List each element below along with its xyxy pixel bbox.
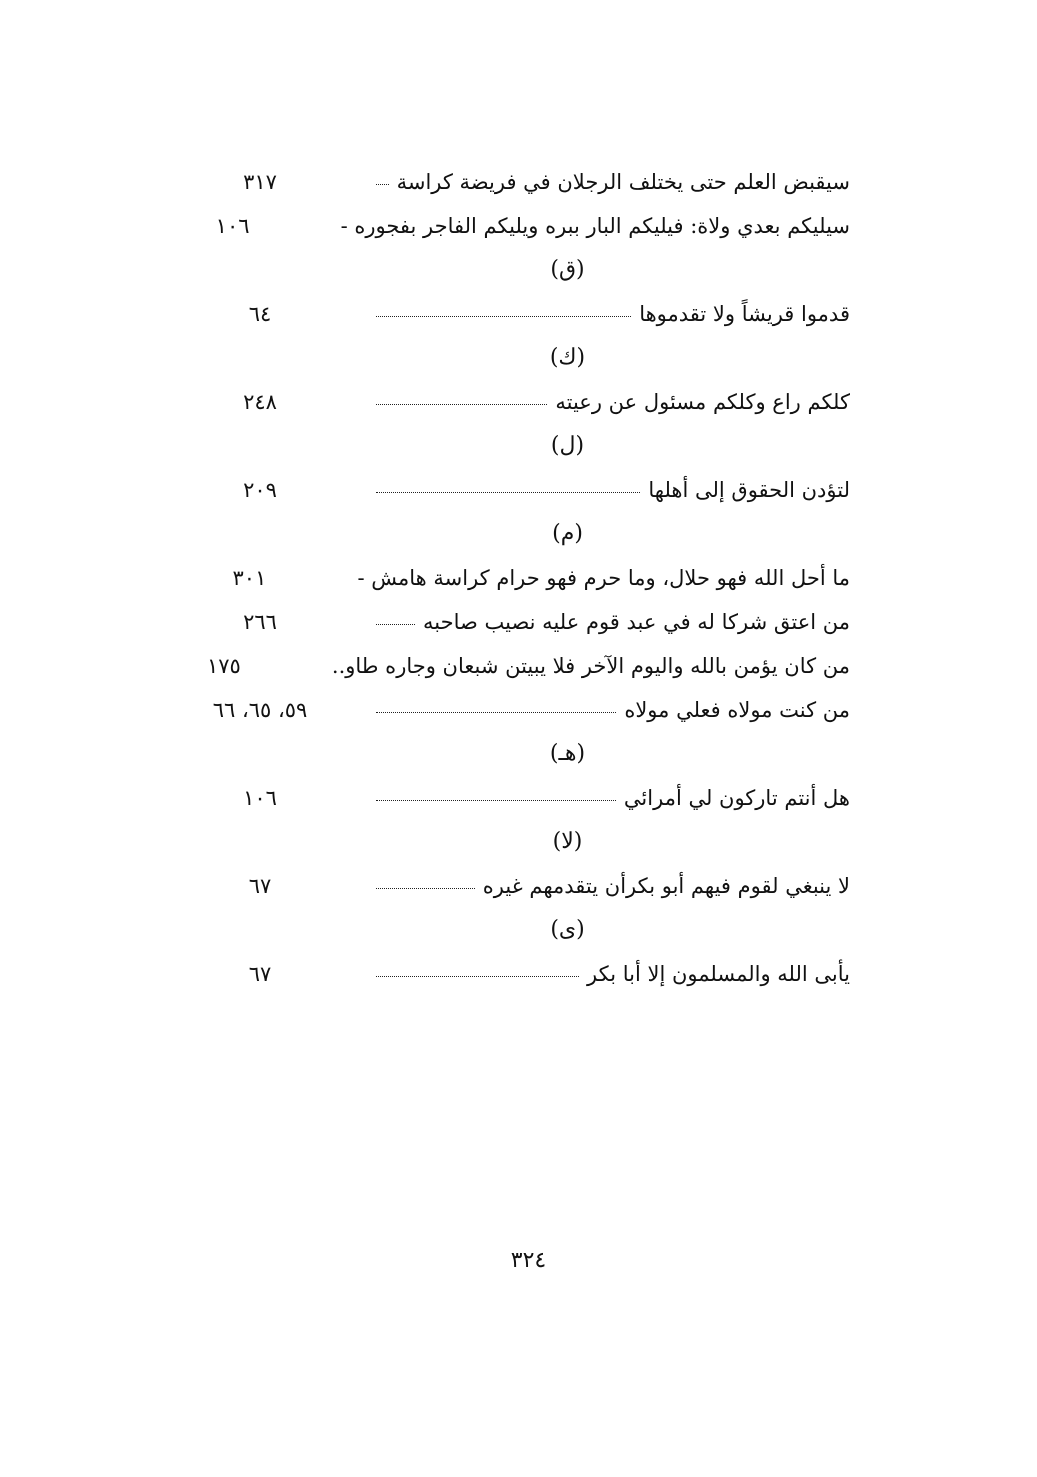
index-entry	[190, 600, 850, 644]
entry-text: قدموا قريشاً ولا تقدموها	[639, 302, 850, 326]
index-entry	[190, 160, 850, 204]
entry-text: من كان يؤمن بالله واليوم الآخر فلا يبيتن شبعان وجاره طاو..	[331, 654, 850, 678]
letter-heading	[190, 248, 850, 292]
section-letter: (هـ)	[549, 741, 586, 766]
section-letter: (ك)	[549, 345, 586, 370]
dotted-leader	[376, 976, 579, 977]
entry-page: ١٠٦	[215, 214, 250, 238]
index-entry	[190, 468, 850, 512]
entry-page: ١٠٦	[243, 786, 277, 810]
entry-text: سيليكم بعدي ولاة: فيليكم البار ببره ويليكم الفاجر بفجوره -	[340, 214, 850, 238]
letter-heading	[190, 512, 850, 556]
dotted-leader	[376, 624, 415, 625]
entry-page: ٢٦٦	[243, 610, 277, 634]
letter-heading	[190, 820, 850, 864]
entry-text: هل أنتم تاركون لي أمرائي	[623, 786, 850, 810]
section-letter: (ى)	[550, 917, 585, 942]
entry-page: ٥٩، ٦٥، ٦٦	[212, 698, 308, 722]
dotted-leader	[376, 888, 475, 889]
dotted-leader	[376, 800, 616, 801]
index-entry	[190, 864, 850, 908]
index-entry	[190, 204, 850, 248]
dotted-leader	[376, 184, 389, 185]
page-number: ٣٢٤	[510, 1248, 547, 1273]
hadith-index	[190, 160, 850, 996]
entry-page: ٢٠٩	[243, 478, 277, 502]
letter-heading	[190, 908, 850, 952]
entry-text: يأبى الله والمسلمون إلا أبا بكر	[587, 962, 850, 986]
section-letter: (ل)	[550, 433, 585, 458]
entry-page: ٣٠١	[232, 566, 267, 590]
index-entry	[190, 776, 850, 820]
letter-heading	[190, 732, 850, 776]
entry-text: لا ينبغي لقوم فيهم أبو بكرأن يتقدمهم غيره	[482, 874, 850, 898]
letter-heading	[190, 336, 850, 380]
entry-page: ٢٤٨	[243, 390, 277, 414]
entry-page: ١٧٥	[206, 654, 241, 678]
dotted-leader	[376, 492, 640, 493]
entry-text: كلكم راع وكلكم مسئول عن رعيته	[555, 390, 850, 414]
section-letter: (ق)	[550, 257, 585, 282]
entry-text: ما أحل الله فهو حلال، وما حرم فهو حرام كراسة هامش -	[357, 566, 850, 590]
entry-text: من اعتق شركا له في عبد قوم عليه نصيب صاحبه	[423, 610, 850, 634]
entry-page: ٦٧	[248, 874, 272, 898]
dotted-leader	[376, 404, 547, 405]
letter-heading	[190, 424, 850, 468]
index-entry	[190, 292, 850, 336]
section-letter: (م)	[552, 521, 583, 546]
entry-text: سيقبض العلم حتى يختلف الرجلان في فريضة كراسة	[396, 170, 850, 194]
entry-page: ٦٧	[248, 962, 272, 986]
section-letter: (لا)	[552, 829, 583, 854]
entry-page: ٣١٧	[243, 170, 277, 194]
entry-text: لتؤدن الحقوق إلى أهلها	[648, 478, 850, 502]
index-entry	[190, 688, 850, 732]
index-entry	[190, 952, 850, 996]
index-entry	[190, 644, 850, 688]
entry-text: من كنت مولاه فعلي مولاه	[624, 698, 850, 722]
dotted-leader	[376, 316, 631, 317]
index-entry	[190, 556, 850, 600]
entry-page: ٦٤	[248, 302, 272, 326]
dotted-leader	[376, 712, 616, 713]
index-entry	[190, 380, 850, 424]
